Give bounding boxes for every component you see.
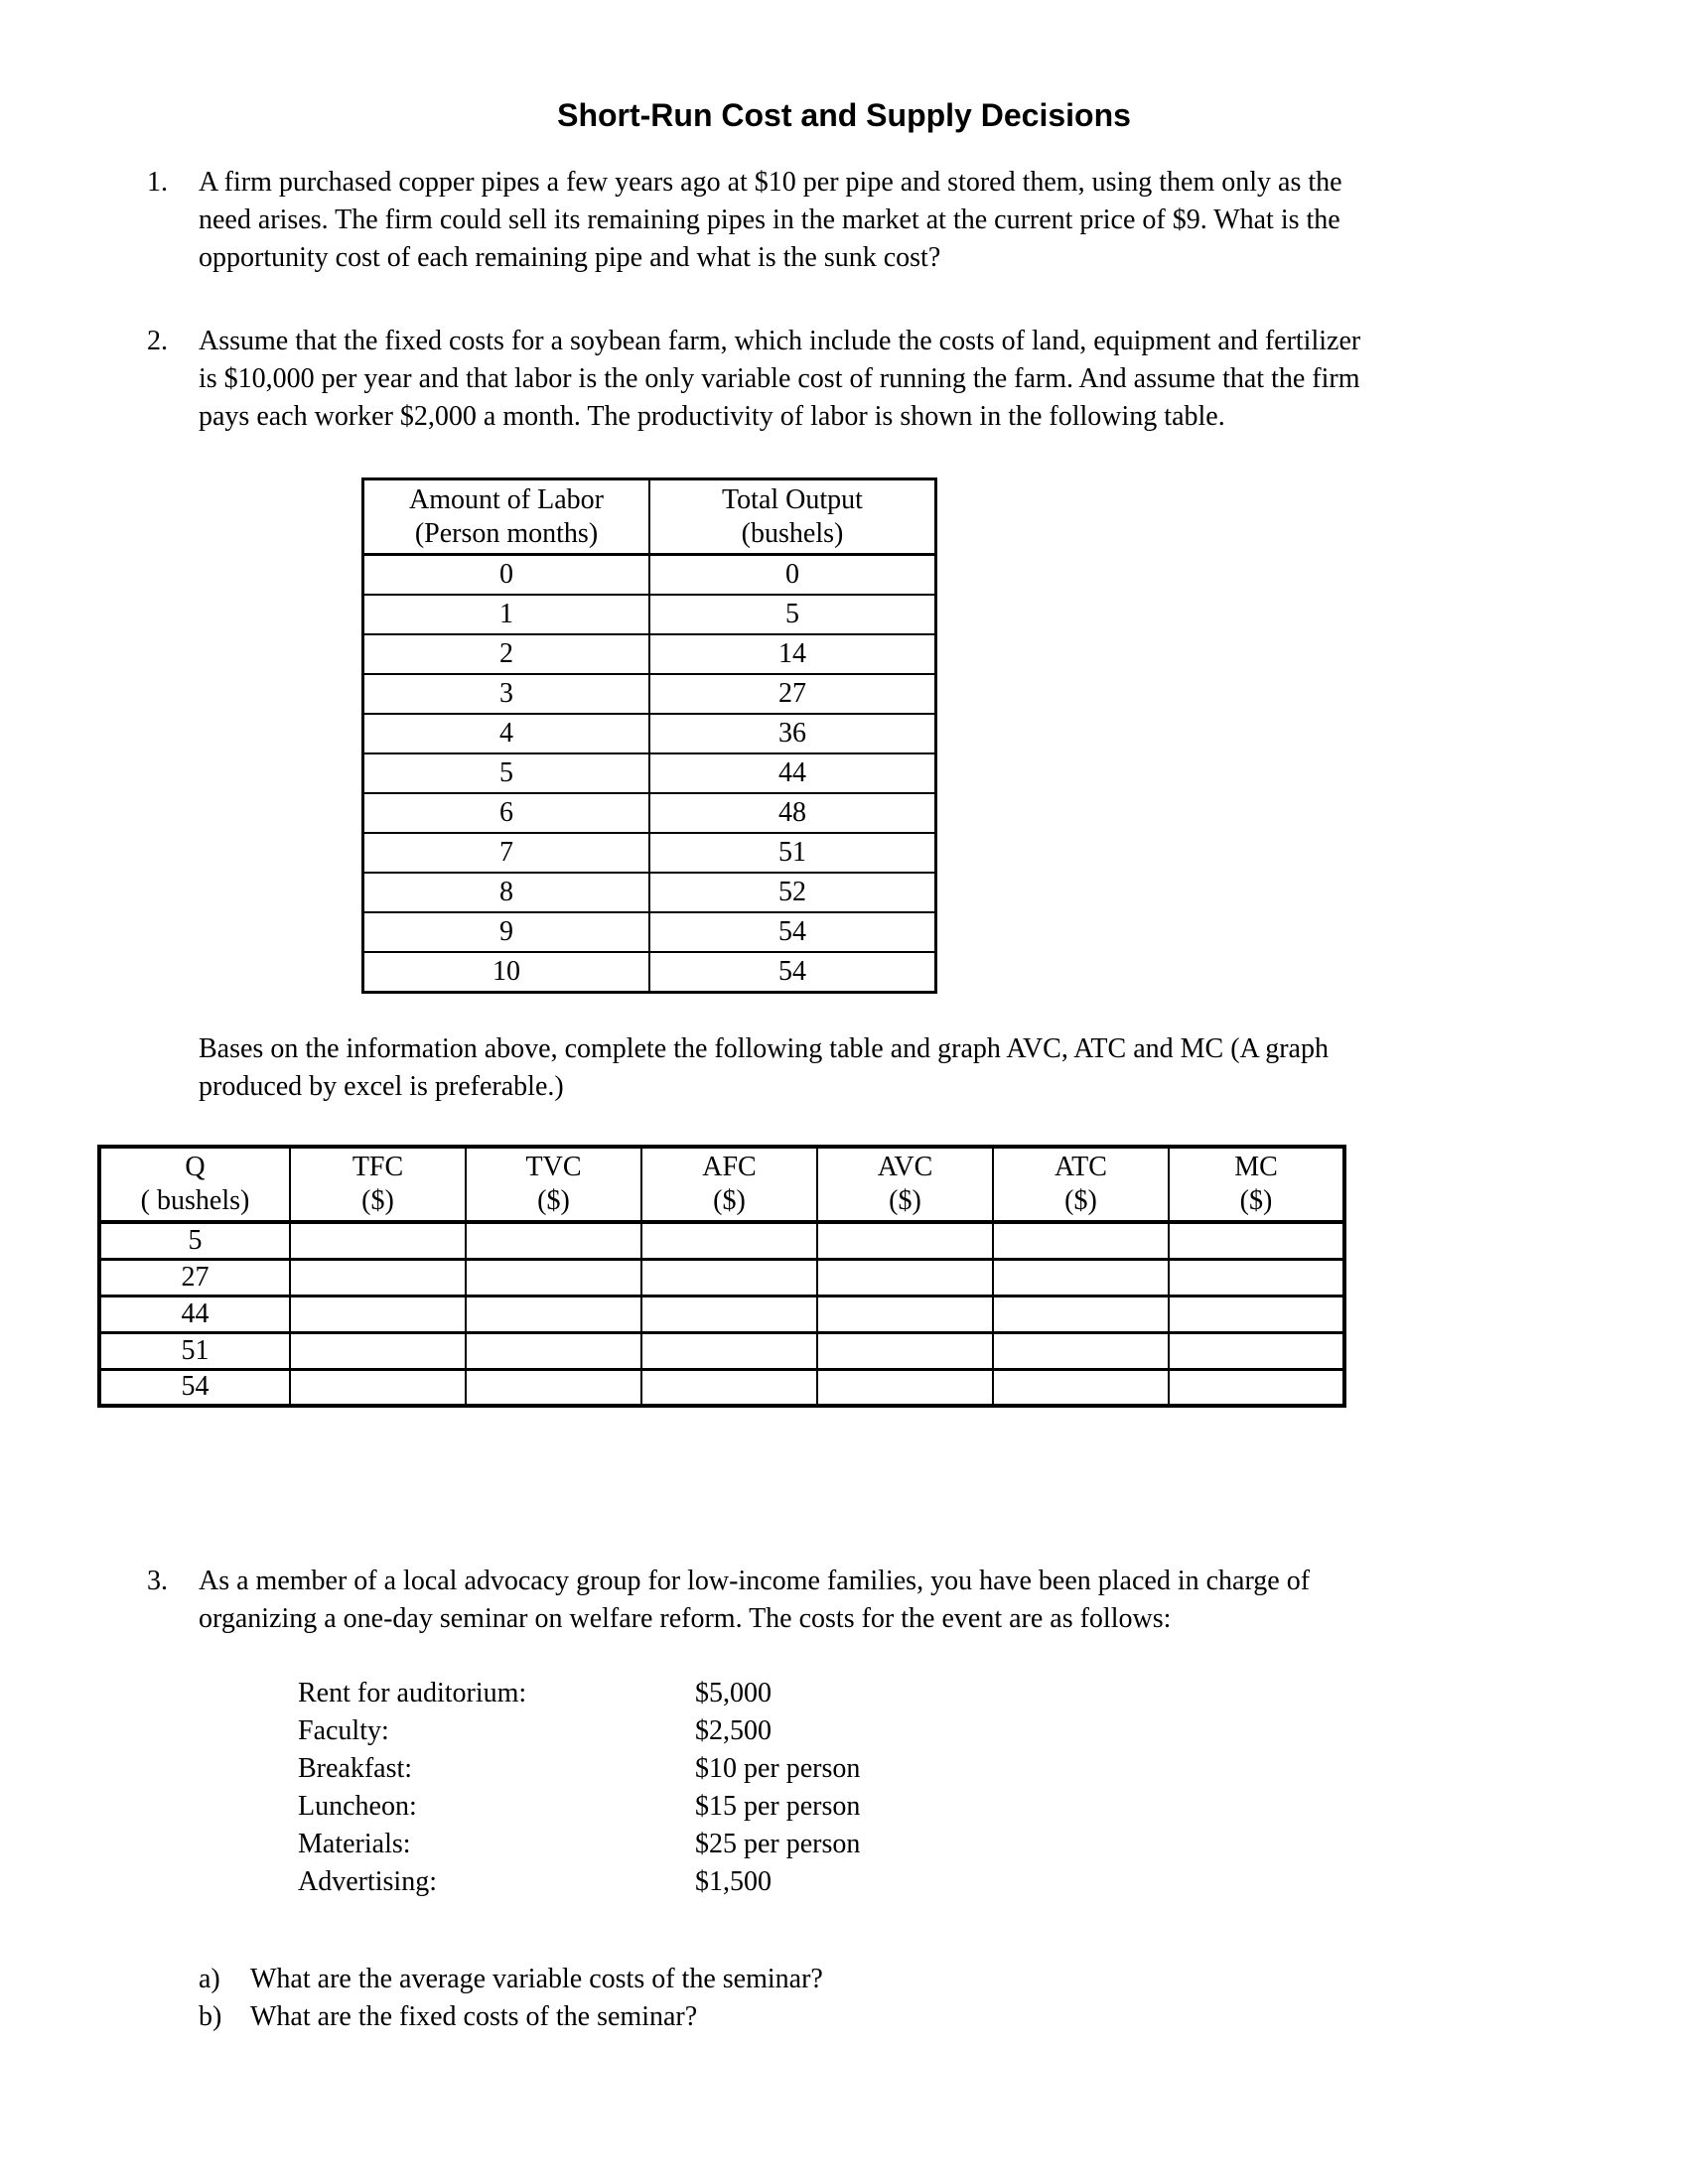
bases-note: [199, 1030, 1688, 1106]
labor-cell: 10: [363, 952, 650, 993]
labor-table-row: [363, 634, 936, 674]
cost-item: [298, 1788, 1688, 1826]
sub-question-list: [199, 1961, 1688, 2036]
avc-empty-cell: [817, 1296, 993, 1332]
cost-table-header-cell: [99, 1147, 290, 1222]
header-line-2: ($): [537, 1185, 570, 1216]
output-cell: 0: [649, 555, 936, 596]
mc-empty-cell: [1169, 1259, 1344, 1296]
header-line-1: MC: [1234, 1152, 1278, 1182]
cost-table-row: [99, 1296, 1344, 1332]
cost-label: Advertising:: [298, 1866, 437, 1897]
cost-label: Breakfast:: [298, 1753, 413, 1784]
cost-item: [298, 1863, 1688, 1901]
cost-table-header-cell: [290, 1147, 466, 1222]
tfc-empty-cell: [290, 1296, 466, 1332]
labor-table-header-row: [363, 479, 936, 555]
output-cell: 14: [649, 634, 936, 674]
labor-table-row: [363, 793, 936, 833]
labor-table-row: [363, 753, 936, 793]
question-3-text: [199, 1563, 1310, 1638]
atc-empty-cell: [993, 1259, 1169, 1296]
cost-label: Faculty:: [298, 1715, 389, 1746]
labor-table-row: [363, 873, 936, 912]
tvc-empty-cell: [466, 1369, 641, 1406]
question-3: [147, 1563, 1688, 1638]
cost-table-header-row: [99, 1147, 1344, 1222]
atc-empty-cell: [993, 1296, 1169, 1332]
labor-cell: 7: [363, 833, 650, 873]
question-2-text: [199, 323, 1360, 436]
tvc-empty-cell: [466, 1296, 641, 1332]
header-line-2: ($): [889, 1185, 921, 1216]
output-cell: 52: [649, 873, 936, 912]
question-text-line: need arises. The firm could sell its remaining pipes in the market at the current price of $9. What is the: [199, 205, 1340, 235]
labor-table-row: [363, 714, 936, 753]
avc-empty-cell: [817, 1369, 993, 1406]
cost-item: [298, 1750, 1688, 1788]
cost-table-header-cell: [641, 1147, 817, 1222]
header-line-2: ($): [713, 1185, 746, 1216]
labor-cell: 0: [363, 555, 650, 596]
header-line-2: (bushels): [741, 517, 844, 549]
header-line-2: ($): [1239, 1185, 1273, 1216]
note-line: produced by excel is preferable.): [199, 1071, 564, 1102]
labor-cell: 4: [363, 714, 650, 753]
q-cell: 5: [99, 1222, 290, 1259]
cost-table-row: [99, 1222, 1344, 1259]
header-line-1: TVC: [525, 1152, 582, 1182]
labor-cell: 1: [363, 595, 650, 634]
cost-table-header-cell: [817, 1147, 993, 1222]
header-line-1: AFC: [702, 1152, 757, 1182]
afc-empty-cell: [641, 1296, 817, 1332]
mc-empty-cell: [1169, 1222, 1344, 1259]
header-line-1: TFC: [352, 1152, 404, 1182]
atc-empty-cell: [993, 1369, 1169, 1406]
afc-empty-cell: [641, 1369, 817, 1406]
note-line: Bases on the information above, complete the following table and graph AVC, ATC and MC (A graph: [199, 1033, 1329, 1064]
cost-table-row: [99, 1369, 1344, 1406]
output-cell: 48: [649, 793, 936, 833]
cost-item: [298, 1826, 1688, 1863]
header-line-2: ($): [361, 1185, 394, 1216]
question-text-line: opportunity cost of each remaining pipe and what is the sunk cost?: [199, 242, 941, 273]
question-text-line: is $10,000 per year and that labor is the only variable cost of running the farm. And assume that the firm: [199, 363, 1360, 394]
cost-item: [298, 1712, 1688, 1750]
header-line-1: Amount of Labor: [409, 483, 604, 515]
labor-table-row: [363, 555, 936, 596]
mc-empty-cell: [1169, 1296, 1344, 1332]
labor-table-row: [363, 912, 936, 952]
output-cell: 44: [649, 753, 936, 793]
labor-cell: 3: [363, 674, 650, 714]
output-cell: 36: [649, 714, 936, 753]
mc-empty-cell: [1169, 1332, 1344, 1369]
sub-question: [199, 1961, 1688, 1998]
q-cell: 44: [99, 1296, 290, 1332]
cost-table-row: [99, 1332, 1344, 1369]
question-text-line: Assume that the fixed costs for a soybean farm, which include the costs of land, equipment and fertilizer: [199, 326, 1361, 356]
cost-value: $10 per person: [695, 1753, 861, 1784]
afc-empty-cell: [641, 1259, 817, 1296]
output-cell: 27: [649, 674, 936, 714]
question-text-line: organizing a one-day seminar on welfare reform. The costs for the event are as follows:: [199, 1603, 1172, 1634]
question-1: [147, 164, 1688, 277]
header-line-1: Q: [185, 1152, 206, 1182]
labor-table-body: [363, 555, 936, 993]
labor-cell: 6: [363, 793, 650, 833]
cost-table-header-cell: [466, 1147, 641, 1222]
cost-table-header-cell: [993, 1147, 1169, 1222]
labor-cell: 5: [363, 753, 650, 793]
cost-label: Materials:: [298, 1829, 411, 1859]
sub-question: [199, 1998, 1688, 2036]
question-1-text: [199, 164, 1342, 277]
cost-item: [298, 1675, 1688, 1712]
page-title: Short-Run Cost and Supply Decisions: [557, 97, 1131, 133]
cost-table: [97, 1145, 1346, 1408]
labor-table-row: [363, 833, 936, 873]
output-cell: 54: [649, 952, 936, 993]
tfc-empty-cell: [290, 1259, 466, 1296]
tvc-empty-cell: [466, 1332, 641, 1369]
cost-value: $15 per person: [695, 1791, 861, 1822]
cost-label: Luncheon:: [298, 1791, 417, 1822]
labor-table-row: [363, 595, 936, 634]
cost-value: $5,000: [695, 1678, 772, 1708]
mc-empty-cell: [1169, 1369, 1344, 1406]
sub-question-marker: a): [199, 1964, 220, 1994]
avc-empty-cell: [817, 1259, 993, 1296]
header-line-2: (Person months): [414, 517, 599, 549]
question-text-line: A firm purchased copper pipes a few years ago at $10 per pipe and stored them, using them only as the: [199, 167, 1342, 198]
question-1-number: 1.: [147, 167, 168, 198]
labor-cell: 2: [363, 634, 650, 674]
question-2-number: 2.: [147, 326, 168, 356]
cost-table-header-cell: [1169, 1147, 1344, 1222]
cost-value: $1,500: [695, 1866, 772, 1897]
atc-empty-cell: [993, 1222, 1169, 1259]
labor-table-row: [363, 674, 936, 714]
avc-empty-cell: [817, 1332, 993, 1369]
labor-cell: 9: [363, 912, 650, 952]
tfc-empty-cell: [290, 1332, 466, 1369]
cost-label: Rent for auditorium:: [298, 1678, 527, 1708]
q-cell: 27: [99, 1259, 290, 1296]
labor-output-table: [361, 478, 937, 994]
output-cell: 51: [649, 833, 936, 873]
sub-question-text: What are the fixed costs of the seminar?: [250, 2001, 698, 2032]
output-cell: 5: [649, 595, 936, 634]
cost-table-head: [99, 1147, 1344, 1222]
header-line-1: ATC: [1055, 1152, 1107, 1182]
tvc-empty-cell: [466, 1259, 641, 1296]
labor-table-row: [363, 952, 936, 993]
output-cell: 54: [649, 912, 936, 952]
q-cell: 54: [99, 1369, 290, 1406]
labor-table-header-cell: [363, 479, 650, 555]
labor-cell: 8: [363, 873, 650, 912]
header-line-2: ( bushels): [140, 1185, 250, 1216]
seminar-cost-list: [298, 1675, 1688, 1901]
sub-question-text: What are the average variable costs of the seminar?: [250, 1964, 823, 1994]
question-text-line: As a member of a local advocacy group for low-income families, you have been placed in charge of: [199, 1566, 1311, 1596]
cost-value: $25 per person: [695, 1829, 861, 1859]
header-line-1: Total Output: [722, 483, 863, 515]
tvc-empty-cell: [466, 1222, 641, 1259]
tfc-empty-cell: [290, 1222, 466, 1259]
cost-table-body: [99, 1222, 1344, 1406]
labor-table-header-cell: [649, 479, 936, 555]
labor-table-head: [363, 479, 936, 555]
cost-value: $2,500: [695, 1715, 772, 1746]
afc-empty-cell: [641, 1332, 817, 1369]
avc-empty-cell: [817, 1222, 993, 1259]
question-text-line: pays each worker $2,000 a month. The productivity of labor is shown in the following table.: [199, 401, 1225, 432]
question-3-number: 3.: [147, 1566, 168, 1596]
cost-table-row: [99, 1259, 1344, 1296]
atc-empty-cell: [993, 1332, 1169, 1369]
sub-question-marker: b): [199, 2001, 222, 2032]
question-2: [147, 323, 1688, 436]
header-line-2: ($): [1064, 1185, 1097, 1216]
header-line-1: AVC: [877, 1152, 933, 1182]
afc-empty-cell: [641, 1222, 817, 1259]
tfc-empty-cell: [290, 1369, 466, 1406]
q-cell: 51: [99, 1332, 290, 1369]
